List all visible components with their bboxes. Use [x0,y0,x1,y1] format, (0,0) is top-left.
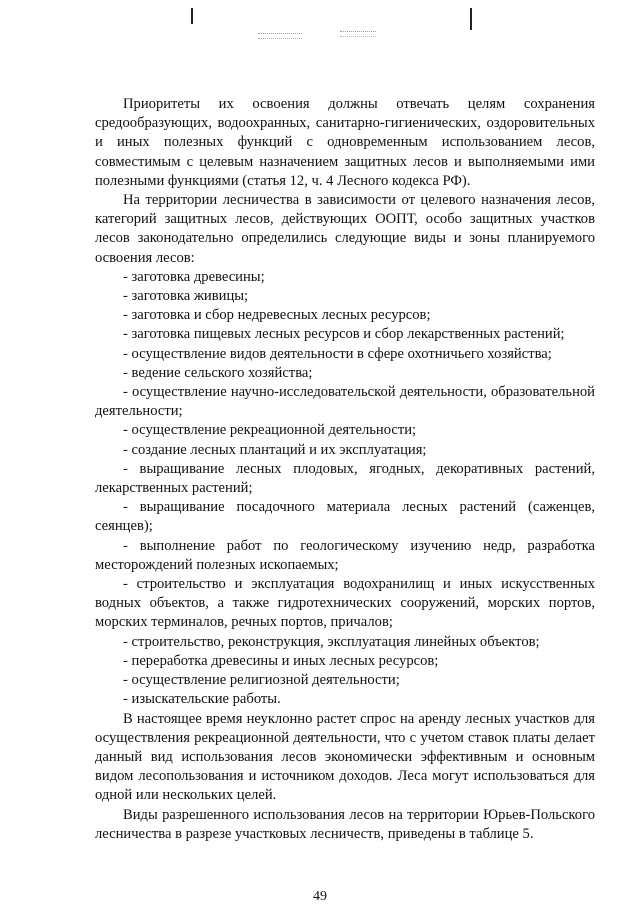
list-item: - заготовка древесины; [123,268,265,285]
paragraph-territory: На территории лесничества в зависимости от целевого назначения лесов, категорий защитных лесов, действующих ООПТ, особо защитных участков лесов законодательно определились следующие виды и зоны планируемого освоения лесов: [95,192,595,266]
list-item: - осуществление религиозной деятельности; [123,672,400,689]
list-item: - осуществление видов деятельности в сфере охотничьего хозяйства; [123,345,552,362]
list-item: - осуществление рекреационной деятельности; [123,422,417,439]
list-item: - создание лесных плантаций и их эксплуатация; [123,441,427,458]
list-item: - осуществление научно-исследовательской деятельности, образовательной деятельности; [95,384,595,420]
list-item: - изыскательские работы. [123,691,281,708]
forest-use-list [95,268,595,710]
list-item: - строительство, реконструкция, эксплуатация линейных объектов; [123,633,540,650]
list-item: - ведение сельского хозяйства; [123,364,313,381]
scan-mark-left [191,8,193,24]
paragraph-table-reference: Виды разрешенного использования лесов на территории Юрьев-Польского лесничества в разрезе участковых лесничеств, приведены в таблице 5. [95,806,595,842]
list-item: - заготовка пищевых лесных ресурсов и сбор лекарственных растений; [123,326,565,343]
scan-smudge-left [258,33,302,39]
list-item: - выполнение работ по геологическому изучению недр, разработка месторождений полезных ископаемых; [95,537,595,573]
list-item: - заготовка и сбор недревесных лесных ресурсов; [123,307,431,324]
list-item: - строительство и эксплуатация водохранилищ и иных искусственных водных объектов, а также гидротехнических сооружений, морских портов, морских терминалов, речных портов, причалов; [95,576,595,631]
page-text [95,95,595,844]
list-item: - выращивание лесных плодовых, ягодных, декоративных растений, лекарственных растений; [95,460,595,497]
scan-mark-right [470,8,472,30]
paragraph-recreation-demand: В настоящее время неуклонно растет спрос на аренду лесных участков для осуществления рекреационной деятельности, что с учетом ставок платы делает данный вид использования лесов экономически эффективным и основным видом лесопользования и источником доходов. Леса могут использоваться для одной или нескольких целей. [95,710,595,804]
list-item: - переработка древесины и иных лесных ресурсов; [123,652,439,669]
list-item: - заготовка живицы; [123,288,249,305]
page-number: 49 [313,889,327,904]
paragraph-priorities: Приоритеты их освоения должны отвечать целям сохранения средообразующих, водоохранных, санитарно-гигиенических, оздоровительных и иных полезных функций с одновременным использованием лесов, совместимым с целевым назначением защитных лесов и выполняемыми ими полезными функциями (статья 12, ч. 4 Лесного кодекса РФ). [95,96,595,189]
list-item: - выращивание посадочного материала лесных растений (саженцев, сеянцев); [95,499,595,535]
scan-smudge-right [340,31,376,37]
